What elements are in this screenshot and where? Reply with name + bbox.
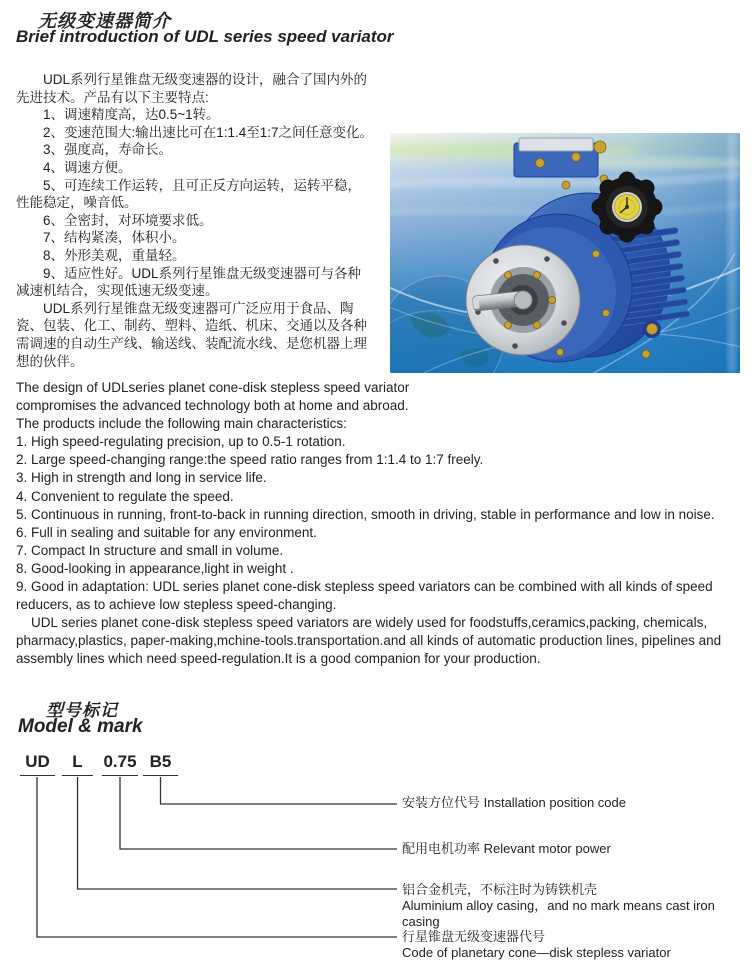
text-line: 减速机结合，实现低速无级变速。 (16, 283, 219, 299)
chinese-intro (16, 71, 396, 370)
model-code-part-ud: UD (20, 752, 55, 776)
text-line: 2. Large speed-changing range:the speed ratio ranges from 1:1.4 to 1:7 freely. (16, 452, 484, 468)
text-line: UDL系列行星锥盘无级变速器的设计，融合了国内外的 (16, 72, 368, 87)
product-photo (390, 133, 740, 373)
text-line: 7. Compact In structure and small in volume. (16, 542, 284, 558)
text-line: 4. Convenient to regulate the speed. (16, 488, 234, 504)
text-line: 想的伙伴。 (16, 353, 84, 369)
page-title-en: Brief introduction of UDL series speed variator (16, 27, 394, 46)
text-line: 需调速的自动生产线、输送线、装配流水线、是您机器上理 (16, 335, 367, 351)
speed-adjust-handwheel (592, 172, 663, 243)
text-line: 9. Good in adaptation: UDL series planet cone-disk stepless speed variators can be combined with all kinds of speed (16, 579, 713, 595)
text-line: 4、调速方便。 (16, 159, 132, 175)
diagram-label-motor-power (402, 841, 750, 857)
text-line: 8. Good-looking in appearance,light in weight . (16, 560, 294, 576)
text-line: 性能稳定，噪音低。 (16, 195, 138, 211)
text-line: pharmacy,plastics, paper-making,mchine-tools.transportation.and all kinds of automatic production lines, pipelines and (16, 633, 722, 649)
text-line: 先进技术。产品有以下主要特点: (16, 89, 209, 105)
text-line: The products include the following main characteristics: (16, 416, 347, 432)
model-code-part-l: L (62, 752, 93, 776)
text-line: 2、变速范围大:输出速比可在1:1.4至1:7之间任意变化。 (16, 124, 374, 140)
text-line: 5、可连续工作运转，且可正反方向运转，运转平稳， (16, 177, 362, 193)
text-line: 1. High speed-regulating precision, up to 0.5-1 rotation. (16, 434, 346, 450)
diagram-label-variator-code (402, 929, 750, 961)
text-line: 7、结构紧凑，体积小。 (16, 230, 186, 246)
text-line: 6. Full in sealing and suitable for any environment. (16, 524, 317, 540)
text-line: 瓷、包装、化工、制药、塑料、造纸、机床、交通以及各种 (16, 318, 367, 334)
english-intro (16, 379, 754, 669)
text-line: 3、强度高，寿命长。 (16, 142, 173, 158)
text-line: 行星锥盘无级变速器代号 (402, 929, 546, 944)
text-line: Code of planetary cone—disk stepless variator (402, 944, 671, 960)
speed-variator-illustration (390, 133, 740, 373)
text-line: 5. Continuous in running, front-to-back in running direction, smooth in driving, stable in performance and low in noise. (16, 506, 715, 522)
text-line: 8、外形美观，重量轻。 (16, 247, 186, 263)
terminal-box (514, 138, 606, 177)
diagram-label-casing (402, 882, 750, 929)
text-line: 铝合金机壳，不标注时为铸铁机壳 (402, 882, 598, 897)
text-line: UDL series planet cone-disk stepless speed variators are widely used for foodstuffs,ceramics,packing, chemicals, (16, 615, 708, 631)
model-heading-zh: 型号标记 (46, 701, 118, 720)
diagram-label-installation-position (402, 795, 750, 811)
text-line: 3. High in strength and long in service life. (16, 470, 267, 486)
model-code-part-b5: B5 (143, 752, 178, 776)
text-line: 6、全密封，对环境要求低。 (16, 212, 213, 228)
text-line: 安装方位代号 Installation position code (402, 795, 626, 810)
text-line: casing (402, 913, 440, 929)
text-line: 9、适应性好。UDL系列行星锥盘无级变速器可与各种 (16, 265, 362, 281)
text-line: 1、调速精度高，达0.5~1转。 (16, 107, 220, 123)
text-line: 配用电机功率 Relevant motor power (402, 841, 611, 856)
text-line: The design of UDLseries planet cone-disk stepless speed variator (16, 380, 410, 395)
text-line: assembly lines which need speed-regulation.It is a good companion for your production. (16, 651, 541, 667)
model-code-part-power: 0.75 (102, 752, 138, 776)
text-line: Aluminium alloy casing，and no mark means cast iron (402, 897, 715, 913)
page-title-zh: 无级变速器简介 (38, 11, 171, 31)
text-line: UDL系列行星锥盘无级变速器可广泛应用于食品、陶 (16, 300, 354, 316)
model-heading-en: Model & mark (18, 716, 143, 737)
model-diagram-lines (0, 777, 400, 971)
text-line: reducers, as to achieve low stepless speed-changing. (16, 597, 337, 613)
text-line: compromises the advanced technology both at home and abroad. (16, 398, 409, 414)
